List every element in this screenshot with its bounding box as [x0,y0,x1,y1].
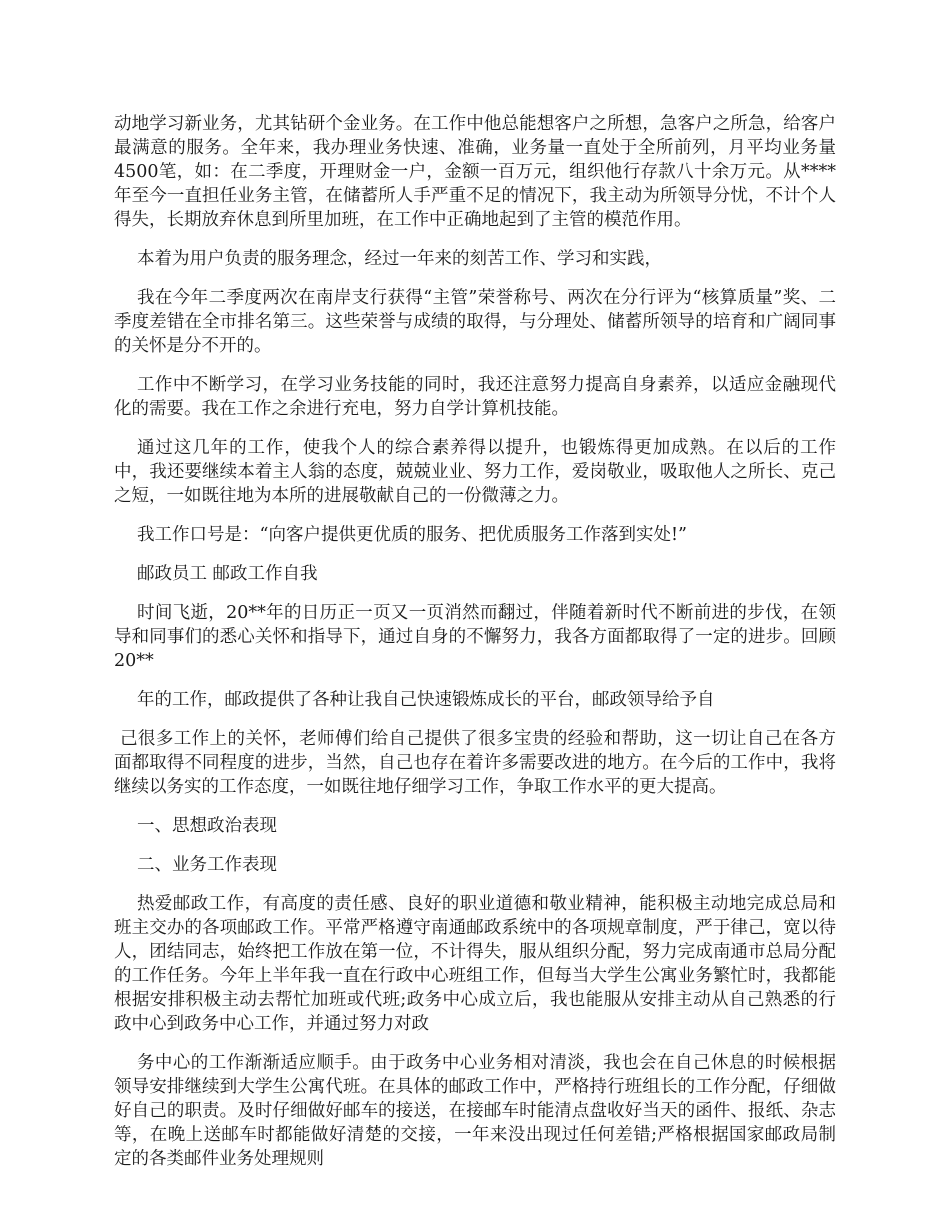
paragraph-growth: 通过这几年的工作，使我个人的综合素养得以提升，也锻炼得更加成熟。在以后的工作中，我还要继续本着主人翁的态度，兢兢业业、努力工作，爱岗敬业，吸取他人之所长、克己之短，一如既往地为本所的进展敬献自己的一份微薄之力。 [114,438,836,506]
paragraph-time-review: 时间飞逝，20**年的日历正一页又一页消然而翻过，伴随着新时代不断前进的步伐，在领导和同事们的悉心关怀和指导下，通过自身的不懈努力，我各方面都取得了一定的进步。回顾20** [114,603,836,671]
heading-political: 一、思想政治表现 [137,816,277,836]
section-title-postal: 邮政员工 邮政工作自我 [137,564,318,584]
paragraph-service-concept: 本着为用户负责的服务理念，经过一年来的刻苦工作、学习和实践， [137,249,662,269]
paragraph-work-slogan: 我工作口号是：“向客户提供更优质的服务、把优质服务工作落到实处!” [137,525,687,545]
paragraph-platform: 年的工作，邮政提供了各种让我自己快速锻炼成长的平台，邮政领导给予自 [137,690,715,710]
paragraph-business-work: 动地学习新业务，尤其钻研个金业务。在工作中他总能想客户之所想，急客户之所急，给客户最满意的服务。全年来，我办理业务快速、准确，业务量一直处于全所前列，月平均业务量4500笔，如：在二季度，开理财金一户，金额一百万元，组织他行存款八十余万元。从****年至今一直担任业务主管，在储蓄所人手严重不足的情况下，我主动为所领导分忧，不计个人得失，长期放弃休息到所里加班，在工作中正确地起到了主管的模范作用。 [114,114,836,230]
heading-business: 二、业务工作表现 [137,855,277,875]
paragraph-love-postal: 热爱邮政工作，有高度的责任感、良好的职业道德和敬业精神，能积极主动地完成总局和班主交办的各项邮政工作。平常严格遵守南通邮政系统中的各项规章制度，严于律己，宽以待人，团结同志，始终把工作放在第一位，不计得失，服从组织分配，努力完成南通市总局分配的工作任务。今年上半年我一直在行政中心班组工作，但每当大学生公寓业务繁忙时，我都能根据安排积极主动去帮忙加班或代班;政务中心成立后，我也能服从安排主动从自己熟悉的行政中心到政务中心工作，并通过努力对政 [114,894,836,1034]
paragraph-honors: 我在今年二季度两次在南岸支行获得“主管”荣誉称号、两次在分行评为“核算质量”奖、二季度差错在全市排名第三。这些荣誉与成绩的取得，与分理处、储蓄所领导的培育和广阔同事的关怀是分不开的。 [114,288,836,356]
paragraph-government-center: 务中心的工作渐渐适应顺手。由于政务中心业务相对清淡，我也会在自己休息的时候根据领导安排继续到大学生公寓代班。在具体的邮政工作中，严格持行班组长的工作分配，仔细做好自己的职责。及时仔细做好邮车的接送，在接邮车时能清点盘收好当天的函件、报纸、杂志等，在晚上送邮车时都能做好清楚的交接，一年来没出现过任何差错;严格根据国家邮政局制定的各类邮件业务处理规则 [114,1053,836,1169]
paragraph-care-progress: 己很多工作上的关怀，老师傅们给自己提供了很多宝贵的经验和帮助，这一切让自己在各方面都取得不同程度的进步，当然，自己也存在着许多需要改进的地方。在今后的工作中，我将继续以务实的工作态度，一如既往地仔细学习工作，争取工作水平的更大提高。 [114,729,836,797]
paragraph-learning: 工作中不断学习，在学习业务技能的同时，我还注意努力提高自身素养，以适应金融现代化的需要。我在工作之余进行充电，努力自学计算机技能。 [114,375,836,419]
